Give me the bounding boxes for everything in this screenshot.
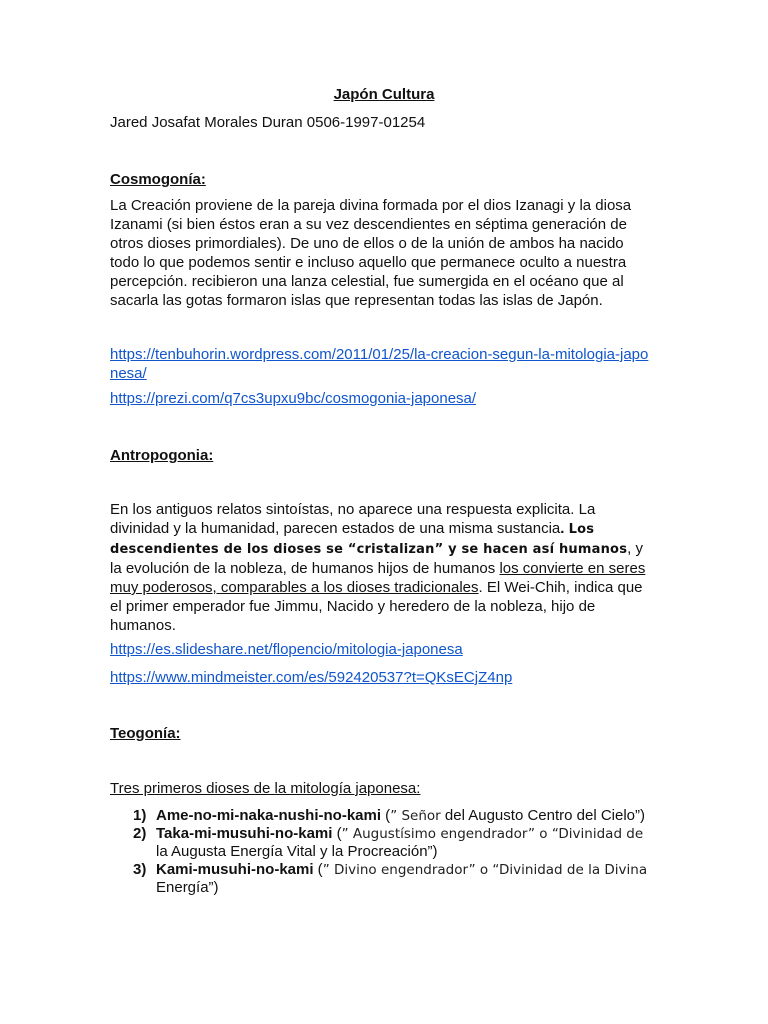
paragraph-antropogonia <box>110 500 655 635</box>
gods-list <box>110 807 655 897</box>
heading-teogonia: Teogonía: <box>110 725 181 742</box>
list-item <box>110 807 655 825</box>
text-segment: . El Wei-Chih, indica que el primer emperador fue Jimmu, Nacido y heredero de la nobleza, hijo de humanos. <box>110 579 643 634</box>
author-line: Jared Josafat Morales Duran 0506-1997-01254 <box>110 114 426 131</box>
list-number: 2) <box>133 825 147 842</box>
list-number: 3) <box>133 861 147 878</box>
bold-text-segment: Los descendientes de los dioses se “cristalizan” y se hacen así humanos <box>110 522 628 557</box>
heading-cosmogonia: Cosmogonía: <box>110 171 206 188</box>
text-segment: ( <box>381 807 391 824</box>
text-segment: . <box>560 520 569 537</box>
text-segment: ( <box>313 861 323 878</box>
link-text[interactable]: https://tenbuhorin.wordpress.com/2011/01/25/la-creacion-segun-la-mitologia-japonesa/ <box>110 346 649 382</box>
list-item <box>110 825 655 861</box>
god-description-cont: del Augusto Centro del Cielo”) <box>440 807 645 824</box>
list-number: 1) <box>133 807 147 824</box>
text-segment: , y la evolución de la nobleza, de humanos hijos de humanos <box>110 540 643 577</box>
god-name: Taka-mi-musuhi-no-kami <box>156 825 333 842</box>
list-item <box>110 861 655 897</box>
link-tenbuhorin[interactable] <box>110 345 655 383</box>
link-text[interactable]: https://es.slideshare.net/flopencio/mitologia-japonesa <box>110 641 463 658</box>
document-title: Japón Cultura <box>333 86 435 103</box>
link-mindmeister[interactable] <box>110 668 655 687</box>
link-prezi[interactable] <box>110 389 655 408</box>
text-segment: En los antiguos relatos sintoístas, no aparece una respuesta explicita. La divinidad y la humanidad, parecen estados de una misma sustancia <box>110 501 596 537</box>
link-text[interactable]: https://prezi.com/q7cs3upxu9bc/cosmogonia-japonesa/ <box>110 390 477 407</box>
god-description: ” Señor <box>390 808 441 824</box>
link-text[interactable]: https://www.mindmeister.com/es/592420537?t=QKsECjZ4np <box>110 669 513 686</box>
text-segment: ( <box>332 825 342 842</box>
god-description-cont: la Augusta Energía Vital y la Procreación”) <box>156 843 438 860</box>
link-slideshare[interactable] <box>110 640 655 659</box>
god-description-cont: Energía”) <box>156 879 219 896</box>
god-description: ” Divino engendrador” o “Divinidad de la Divina <box>322 862 648 878</box>
god-description: ” Augustísimo engendrador” o “Divinidad de <box>341 826 644 842</box>
paragraph-cosmogonia: La Creación proviene de la pareja divina formada por el dios Izanagi y la diosa Izanami (si bien éstos eran a su vez descendientes en séptima generación de otros dioses primordiales). De uno de ellos o de la unión de ambos ha nacido todo lo que podemos sentir e incluso aquello que permanece oculto a nuestra percepción. recibieron una lanza celestial, fue sumergida en el océano que al sacarla las gotas formaron islas que representan todas las islas de Japón. <box>110 197 632 309</box>
god-name: Ame-no-mi-naka-nushi-no-kami <box>156 807 382 824</box>
underlined-text-segment: los convierte en seres muy poderosos, comparables a los dioses tradicionales <box>110 560 646 596</box>
teogonia-intro: Tres primeros dioses de la mitología japonesa: <box>110 780 421 797</box>
god-name: Kami-musuhi-no-kami <box>156 861 314 878</box>
heading-antropogonia: Antropogonia: <box>110 447 214 464</box>
